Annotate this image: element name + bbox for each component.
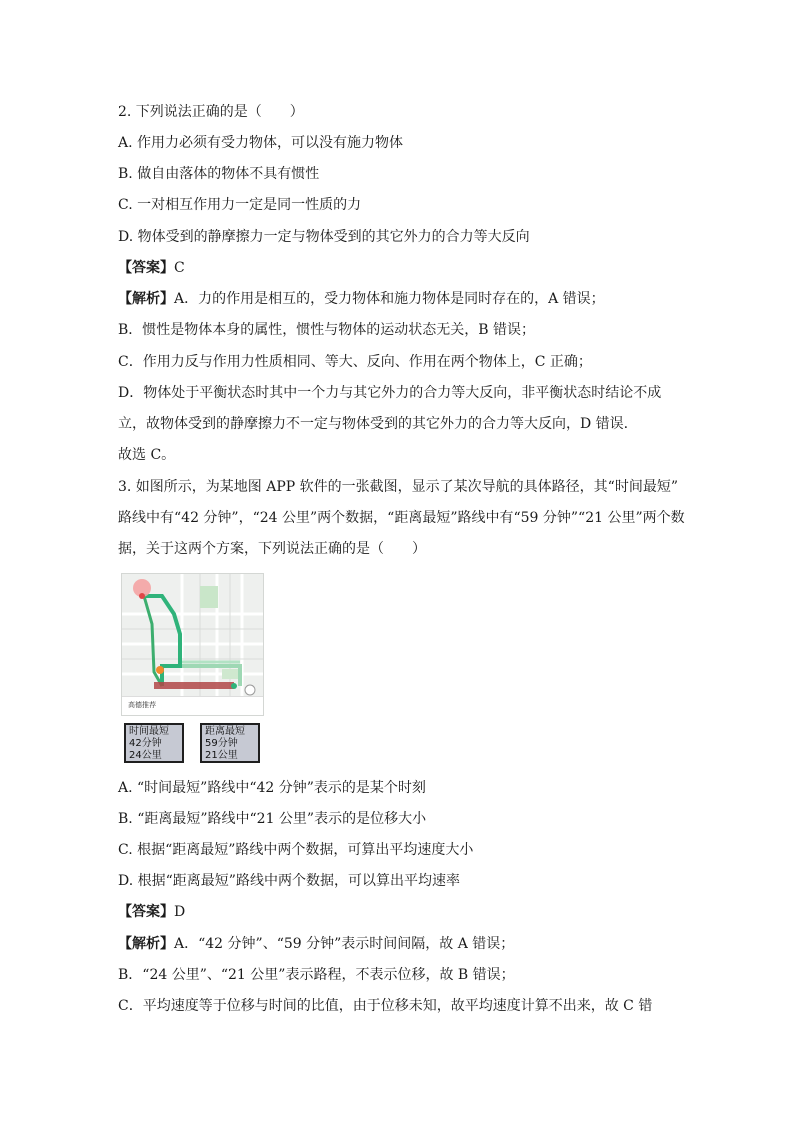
q3-stem-line-1: 3. 如图所示，为某地图 APP 软件的一张截图，显示了某次导航的具体路径，其“时间最短”: [118, 479, 678, 495]
q2-stem: 2. 下列说法正确的是（ ）: [118, 104, 304, 120]
q2-analysis-line-3: C．作用力反与作用力性质相同、等大、反向、作用在两个物体上，C 正确；: [118, 354, 592, 370]
analysis-tag: 【解析】: [118, 936, 174, 952]
route-duration: 42分钟: [129, 738, 162, 749]
route-title: 时间最短: [129, 726, 169, 737]
map-bottom-bar: [122, 696, 263, 715]
q3-analysis-line-1: [118, 935, 514, 953]
q3-option-a: A. “时间最短”路线中“42 分钟”表示的是某个时刻: [118, 780, 426, 796]
map-graphic: [122, 574, 263, 715]
analysis-tag: 【解析】: [118, 291, 174, 307]
q2-answer: [118, 259, 185, 277]
q2-analysis-line-2: B．惯性是物体本身的属性，惯性与物体的运动状态无关，B 错误；: [118, 322, 536, 338]
q2-option-a: A. 作用力必须有受力物体，可以没有施力物体: [118, 135, 404, 151]
q3-stem-line-3: 据，关于这两个方案，下列说法正确的是（ ）: [118, 541, 426, 557]
map-bottom-label: 高德推荐: [128, 701, 156, 709]
q2-analysis-line-4: D．物体处于平衡状态时其中一个力与其它外力的合力等大反向，非平衡状态时结论不成: [118, 385, 662, 401]
route-title: 距离最短: [205, 726, 245, 737]
q3-stem-line-2: 路线中有“42 分钟”，“24 公里”两个数据，“距离最短”路线中有“59 分钟”“21 公里”两个数: [118, 510, 685, 526]
q2-option-c: C. 一对相互作用力一定是同一性质的力: [118, 197, 362, 213]
q3-option-b: B. “距离最短”路线中“21 公里”表示的是位移大小: [118, 811, 427, 827]
route-card-time-shortest: [124, 723, 184, 763]
answer-tag: 【答案】: [118, 260, 174, 276]
analysis-text: A．力的作用是相互的，受力物体和施力物体是同时存在的，A 错误；: [174, 291, 605, 307]
q2-analysis-line-6: 故选 C。: [118, 447, 176, 463]
answer-tag: 【答案】: [118, 904, 174, 920]
route-duration: 59分钟: [205, 738, 238, 749]
q3-option-d: D. 根据“距离最短”路线中两个数据，可以算出平均速率: [118, 873, 460, 889]
map-screenshot: [121, 573, 264, 716]
route-distance: 24公里: [129, 750, 162, 761]
q2-option-b: B. 做自由落体的物体不具有惯性: [118, 166, 320, 182]
q2-option-d: D. 物体受到的静摩擦力一定与物体受到的其它外力的合力等大反向: [118, 229, 530, 245]
q2-analysis-line-5: 立，故物体受到的静摩擦力不一定与物体受到的其它外力的合力等大反向，D 错误.: [118, 416, 629, 432]
q2-analysis-line-1: [118, 290, 605, 308]
answer-value: C: [174, 260, 185, 276]
route-card-distance-shortest: [200, 723, 260, 763]
route-distance: 21公里: [205, 750, 238, 761]
q3-answer: [118, 903, 185, 921]
q3-analysis-line-3: C．平均速度等于位移与时间的比值，由于位移未知，故平均速度计算不出来，故 C 错: [118, 998, 653, 1014]
answer-value: D: [174, 904, 186, 920]
analysis-text: A．“42 分钟”、“59 分钟”表示时间间隔，故 A 错误；: [174, 936, 515, 952]
q3-analysis-line-2: B．“24 公里”、“21 公里”表示路程，不表示位移，故 B 错误；: [118, 967, 515, 983]
q3-option-c: C. 根据“距离最短”路线中两个数据，可算出平均速度大小: [118, 842, 474, 858]
